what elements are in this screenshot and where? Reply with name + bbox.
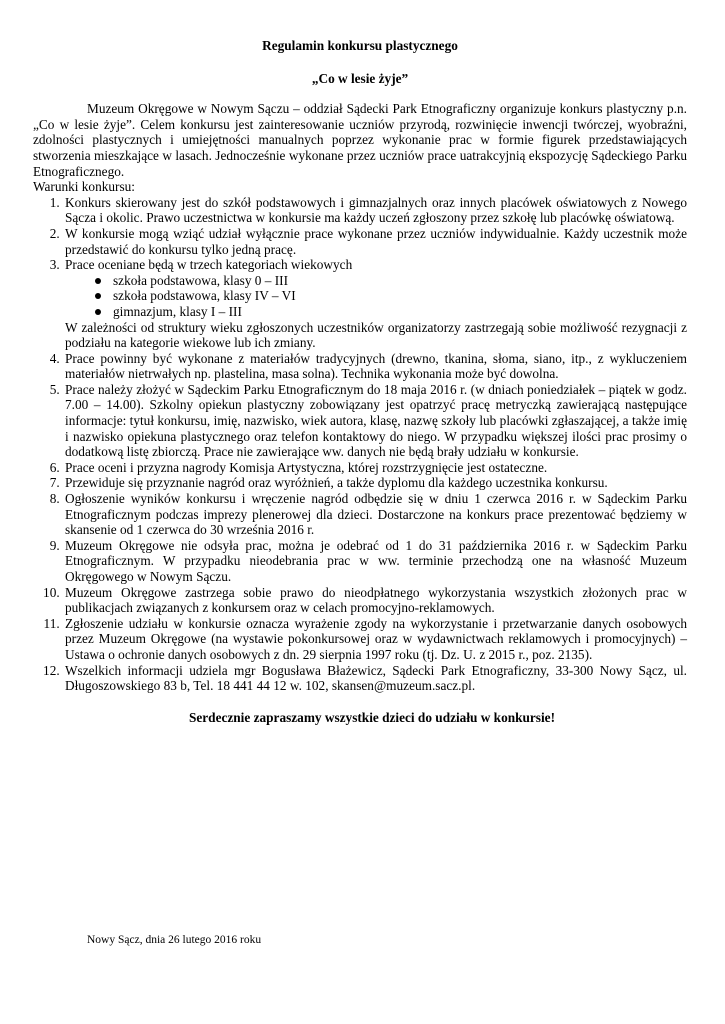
age-category-note: W zależności od struktury wieku zgłoszonych uczestników organizatorzy zastrzegają sobie możliwość rezygnacji z podziału na kategorie wiekowe lub ich zmiany. <box>65 319 687 351</box>
rule-item <box>63 475 687 491</box>
rule-text: Ogłoszenie wyników konkursu i wręczenie nagród odbędzie się w dniu 1 czerwca 2016 r. w Sądeckim Parku Etnograficznym podczas imprezy plenerowej dla dzieci. Dostarczone na konkurs prace prezentować będziemy w skansenie od 1 czerwca do 30 września 2016 r. <box>65 491 687 538</box>
rule-item <box>63 226 687 257</box>
intro-paragraph: Muzeum Okręgowe w Nowym Sączu – oddział Sądecki Park Etnograficzny organizuje konkurs plastyczny p.n. „Co w lesie żyje”. Celem konkursu jest zainteresowanie uczniów przyrodą, rozwinięcie inwencji twórczej, wyobraźni, zdolności plastycznych i umiejętności manualnych poprzez wykonanie prac w formie figurek przedstawiających stworzenia mieszkające w lasach. Jednocześnie wykonane przez uczniów prace uatrakcyjnią ekspozycję Sądeckiego Parku Etnograficznego. <box>33 101 687 179</box>
age-category: szkoła podstawowa, klasy IV – VI <box>95 288 687 304</box>
conditions-label: Warunki konkursu: <box>33 179 135 195</box>
rule-item <box>63 491 687 538</box>
rule-text: Prace oceniane będą w trzech kategoriach wiekowych <box>65 257 353 273</box>
rule-text: Zgłoszenie udziału w konkursie oznacza wyrażenie zgody na wykorzystanie i przetwarzanie danych osobowych przez Muzeum Okręgowe (na wystawie pokonkursowej oraz w wydawnictwach reklamowych i promocyjnych) – Ustawa o ochronie danych osobowych z dn. 29 sierpnia 1997 roku (tj. Dz. U. z 2015 r., poz. 2135). <box>65 615 687 662</box>
rule-item <box>63 616 687 663</box>
rule-text: Prace powinny być wykonane z materiałów tradycyjnych (drewno, tkanina, słoma, siano, itp., z wykluczeniem materiałów nietrwałych np. plastelina, masa solna). Technika wykonania może być dowolna. <box>65 350 687 382</box>
rule-item <box>63 585 687 616</box>
rule-text: Konkurs skierowany jest do szkół podstawowych i gimnazjalnych oraz innych placówek oświatowych z Nowego Sącza i okolic. Prawo uczestnictwa w konkursie ma każdy uczeń zgłoszony przez szkołę lub placówkę oświatową. <box>65 194 687 226</box>
age-category: gimnazjum, klasy I – III <box>95 304 687 320</box>
rule-text: Prace oceni i przyzna nagrody Komisja Artystyczna, której rozstrzygnięcie jest ostateczne. <box>65 459 548 475</box>
rule-text: W konkursie mogą wziąć udział wyłącznie prace wykonane przez uczniów indywidualnie. Każdy uczestnik może przedstawić do konkursu tylko jedną pracę. <box>65 225 687 257</box>
rule-item <box>63 195 687 226</box>
closing-invitation: Serdecznie zapraszamy wszystkie dzieci do udziału w konkursie! <box>188 709 555 725</box>
contest-name: „Co w lesie żyje” <box>311 70 409 86</box>
rule-item <box>63 351 687 382</box>
rule-item <box>63 538 687 585</box>
rule-text: Prace należy złożyć w Sądeckim Parku Etnograficznym do 18 maja 2016 r. (w dniach poniedziałek – piątek w godz. 7.00 – 14.00). Szkolny opiekun plastyczny zobowiązany jest opatrzyć pracę metryczką zawierającą następujące informacje: tytuł konkursu, imię, nazwisko, wiek autora, klasę, nazwę szkoły lub placówki zgłaszającej, a także imię i nazwisko opiekuna plastycznego oraz telefon kontaktowy do niego. W przypadku większej ilości prac prosimy o dodatkową listę zbiorczą. Prace nie zawierające ww. danych nie będą brały udziału w konkursie. <box>65 381 687 460</box>
rule-item <box>63 257 687 351</box>
age-category: szkoła podstawowa, klasy 0 – III <box>95 273 687 289</box>
rule-text: Przewiduje się przyznanie nagród oraz wyróżnień, a także dyplomu dla każdego uczestnika konkursu. <box>65 475 608 491</box>
place-and-date: Nowy Sącz, dnia 26 lutego 2016 roku <box>87 934 262 946</box>
rule-item <box>63 663 687 694</box>
rule-text: Muzeum Okręgowe zastrzega sobie prawo do nieodpłatnego wykorzystania wszystkich złożonych prac w publikacjach związanych z konkursem oraz w celach promocyjno-reklamowych. <box>65 584 687 616</box>
rules-list <box>33 195 687 694</box>
age-categories-list <box>65 273 687 320</box>
rule-text: Wszelkich informacji udziela mgr Bogusława Błażewicz, Sądecki Park Etnograficzny, 33-300 Nowy Sącz, ul. Długoszowskiego 83 b, Tel. 18 441 44 12 w. 102, skansen@muzeum.sacz.pl. <box>65 662 687 694</box>
rule-text: Muzeum Okręgowe nie odsyła prac, można je odebrać od 1 do 31 października 2016 r. w Sądeckim Parku Etnograficznym. W przypadku nieodebrania prac w ww. terminie przechodzą one na własność Muzeum Okręgowego w Nowym Sączu. <box>65 537 687 584</box>
rule-item <box>63 460 687 476</box>
document-title: Regulamin konkursu plastycznego <box>262 38 458 53</box>
rule-item <box>63 382 687 460</box>
